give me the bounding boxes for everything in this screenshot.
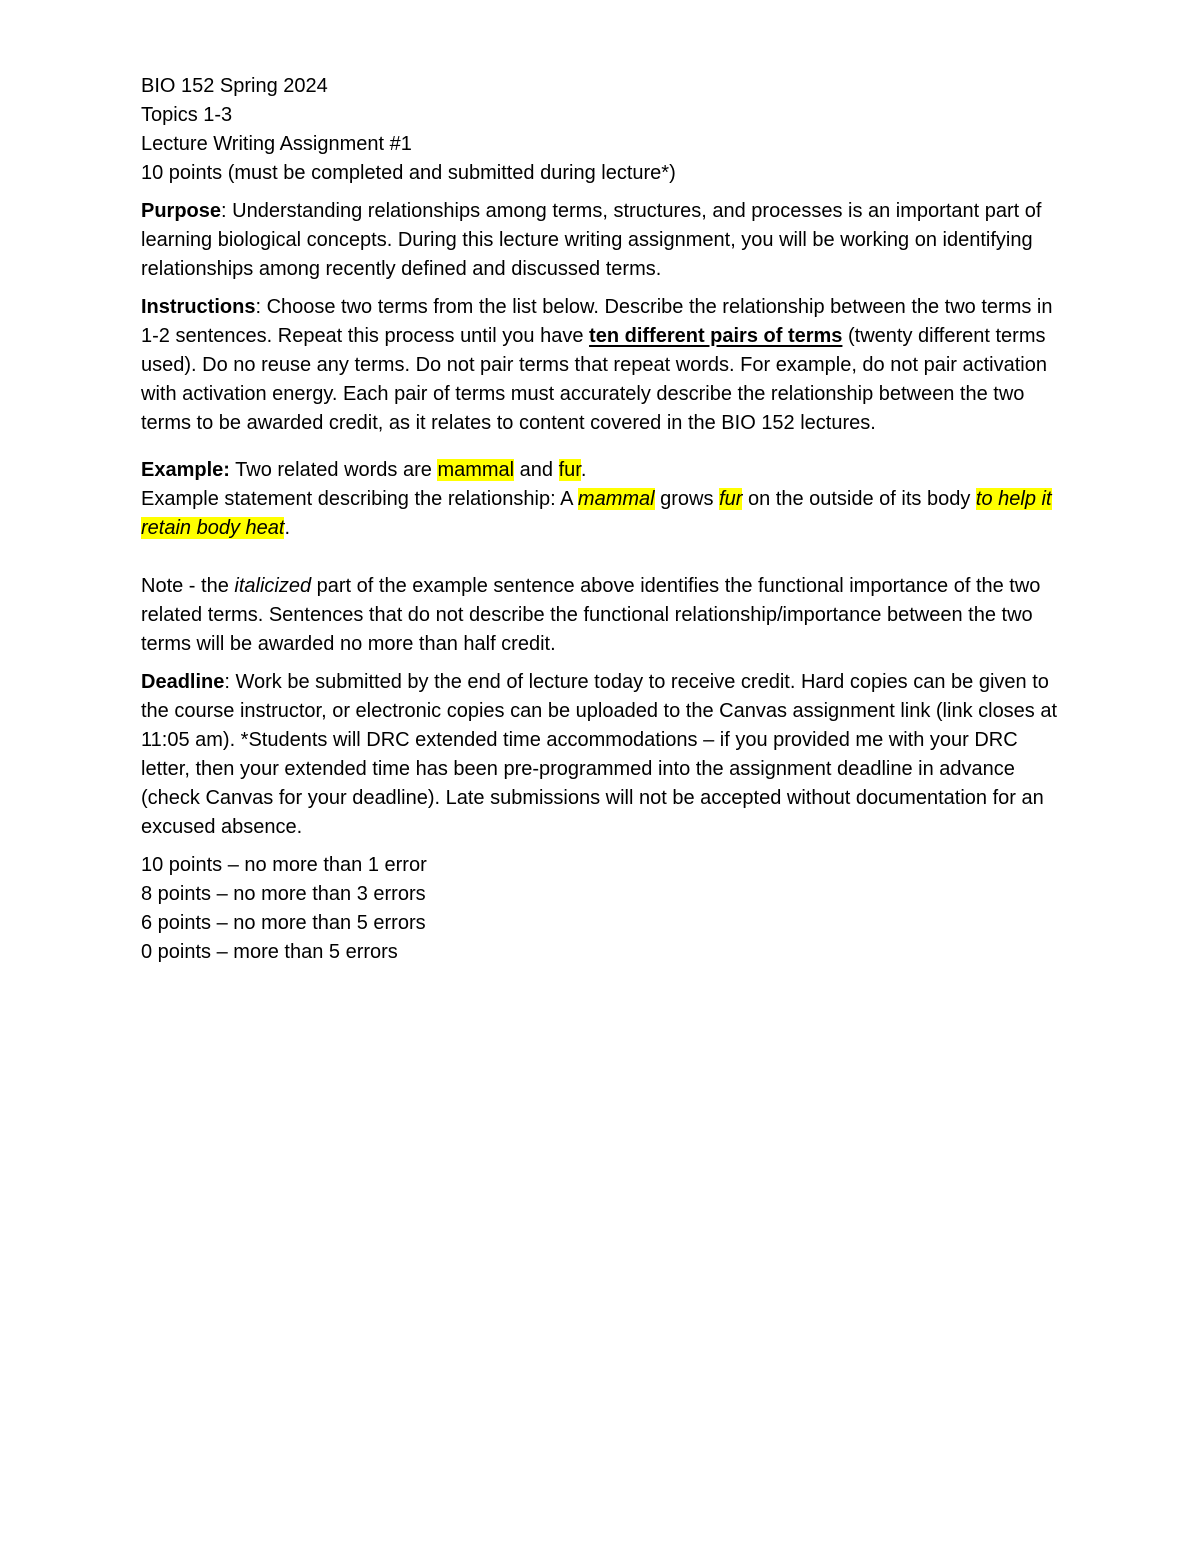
example-and: and <box>514 459 559 481</box>
note-italic-word: italicized <box>234 575 312 597</box>
example-statement-prefix: Example statement describing the relationship: A <box>141 488 578 510</box>
example-paragraph <box>141 456 1066 543</box>
instructions-label: Instructions <box>141 296 256 318</box>
document-page <box>141 72 1066 967</box>
grading-item: 8 points – no more than 3 errors <box>141 883 426 905</box>
example-intro: Two related words are <box>229 459 438 481</box>
example-statement-italic: to help it retain body heat <box>141 488 1052 539</box>
purpose-paragraph <box>141 197 1066 284</box>
example-period: . <box>580 459 587 481</box>
example-statement-end: . <box>284 517 290 539</box>
example-statement-term-1: mammal <box>577 488 655 510</box>
deadline-text: : Work be submitted by the end of lecture today to receive credit. Hard copies can be given to the course instructor, or electronic copies can be uploaded to the Canvas assignment link (link closes at 11:05 am). *Students will DRC extended time accommodations – if you provided me with your DRC letter, then your extended time has been pre-programmed into the assignment deadline in advance (check Canvas for your deadline). Late submissions will not be accepted without documentation for an excused absence. <box>141 671 1058 838</box>
purpose-text: : Understanding relationships among terms, structures, and processes is an important part of learning biological concepts. During this lecture writing assignment, you will be working on identifying relationships among recently defined and discussed terms. <box>141 200 1042 280</box>
points-line: 10 points (must be completed and submitted during lecture*) <box>141 162 676 184</box>
example-statement-mid: grows <box>654 488 720 510</box>
grading-item: 0 points – more than 5 errors <box>141 941 398 963</box>
purpose-label: Purpose <box>141 200 222 222</box>
note-prefix: Note - the <box>141 575 235 597</box>
note-text: part of the example sentence above identifies the functional importance of the two related terms. Sentences that do not describe the functional relationship/importance between the two terms will be awarded no more than half credit. <box>141 575 1041 655</box>
example-statement-rest: on the outside of its body <box>742 488 976 510</box>
example-term-2: fur <box>558 459 581 481</box>
example-statement-term-2: fur <box>719 488 743 510</box>
instructions-text-2: (twenty different terms used). Do no reuse any terms. Do not pair terms that repeat words. For example, do not pair activation with activation energy. Each pair of terms must accurately describe the relationship between the two terms to be awarded credit, as it relates to content covered in the BIO 152 lectures. <box>141 325 1047 434</box>
instructions-emphasis: ten different pairs of terms <box>589 325 843 347</box>
topics-line: Topics 1-3 <box>141 104 233 126</box>
note-paragraph <box>141 572 1066 659</box>
grading-item: 6 points – no more than 5 errors <box>141 912 426 934</box>
example-label: Example: <box>141 459 230 481</box>
deadline-label: Deadline <box>141 671 225 693</box>
document-header <box>141 72 1066 188</box>
assignment-title: Lecture Writing Assignment #1 <box>141 133 412 155</box>
deadline-paragraph <box>141 668 1066 842</box>
grading-item: 10 points – no more than 1 error <box>141 854 427 876</box>
example-term-1: mammal <box>437 459 515 481</box>
instructions-text-1: : Choose two terms from the list below. Describe the relationship between the two terms in 1-2 sentences. Repeat this process until you have <box>141 296 1053 347</box>
grading-scale <box>141 851 1066 967</box>
instructions-paragraph <box>141 293 1066 438</box>
course-title: BIO 152 Spring 2024 <box>141 75 328 97</box>
